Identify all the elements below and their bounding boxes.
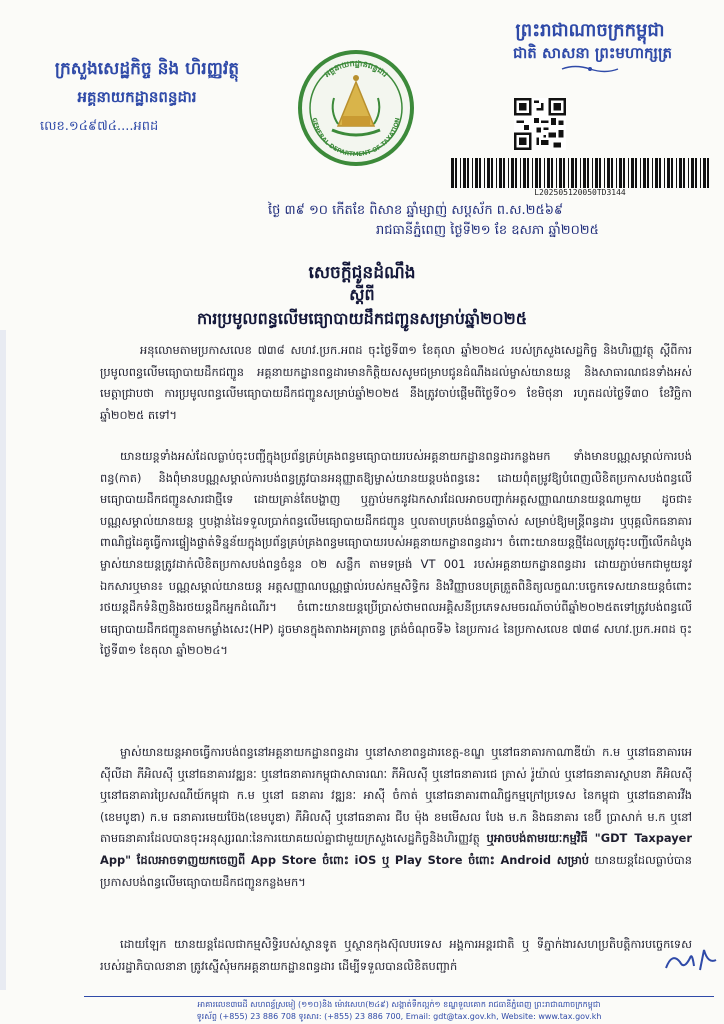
logo-text-top: អគ្គនាយកដ្ឋានពន្ធដារ xyxy=(322,58,390,79)
solar-date: រាជធានីភ្នំពេញ ថ្ងៃទី២១ ខែ ឧសភា ឆ្នាំ២០២៥ xyxy=(376,223,599,238)
paragraph-4: ដោយឡែក យានយន្តដែលជាកម្មសិទ្ធិរបស់ស្ថានទូត ឬស្ថានកុងស៊ុលបរទេស អង្គការអន្តរជាតិ ឬ ទីភ្នាក់ងារសហប្រតិបត្តិការបច្ចេកទេសរបស់រដ្ឋាភិបាលនានា ត្រូវស្នើសុំមកអគ្គនាយកដ្ឋានពន្ធដារ ដើម្បីទទួលបានលិខិតបញ្ជាក់ xyxy=(100,937,692,973)
paragraph-3-end: យានយន្តដែលធ្លាប់បានប្រកាសបង់ពន្ធលើមធ្យោបាយដឹកជញ្ជូនកន្លងមក។ xyxy=(100,852,693,889)
logo-text-bottom: GENERAL DEPARTMENT OF TAXATION xyxy=(310,117,402,159)
paragraph-3-app-line: ឬអាចបង់តាមរយៈកម្មវិធី "GDT Taxpayer App" ដែលអាចទាញយកចេញពី App Store ចំពោះ iOS ឬ Play Store ចំពោះ Android សម្រាប់ xyxy=(100,831,693,867)
footer-divider xyxy=(84,996,714,997)
subject-label: ស្តីពី xyxy=(349,285,375,304)
kingdom-title: ព្រះរាជាណាចក្រកម្ពុជា xyxy=(515,20,665,41)
left-margin-strip xyxy=(0,330,6,990)
barcode-number: L202505120050TD3144 xyxy=(534,188,626,197)
reference-number: លេខ.១៤៩៧៤....អពដ xyxy=(40,119,159,134)
paragraph-3 xyxy=(100,742,692,893)
national-motto: ជាតិ សាសនា ព្រះមហាក្សត្រ xyxy=(513,44,672,62)
qr-code-icon xyxy=(514,98,566,150)
ministry-name: ក្រសួងសេដ្ឋកិច្ច និង ហិរញ្ញវត្ថុ xyxy=(54,59,240,79)
ornament-divider-icon xyxy=(560,64,620,74)
paragraph-1: អនុលោមតាមប្រកាសលេខ ៧៣៨ សហវ.ប្រក.អពដ ចុះថ្ងៃទី៣១ ខែតុលា ឆ្នាំ២០២៤ របស់ក្រសួងសេដ្ឋកិច្ច និងហិរញ្ញវត្ថុ ស្តីពីការប្រមូលពន្ធលើមធ្យោបាយដឹកជញ្ជូន អគ្គនាយកដ្ឋានពន្ធដារមានកិត្តិយសសូមជម្រាបជូនដំណឹងដល់ម្ចាស់យានយន្ត និងសាធារណជនទាំងអស់មេត្តាជ្រាបថា ការប្រមូលពន្ធលើមធ្យោបាយដឹកជញ្ជូនសម្រាប់ឆ្នាំ២០២៥ នឹងត្រូវចាប់ផ្តើមពីថ្ងៃទី០១ ខែមិថុនា រហូតដល់ថ្ងៃទី៣០ ខែវិច្ឆិកា ឆ្នាំ២០២៥ តទៅ។ xyxy=(100,343,692,422)
subject-title: ការប្រមូលពន្ធលើមធ្យោបាយដឹកជញ្ជូនសម្រាប់ឆ្នាំ២០២៥ xyxy=(196,309,528,328)
footer-contact: ទូរស័ព្ទ (+855) 23 886 708 ទូរសារ: (+855) 23 886 700, Email: gdt@tax.gov.kh, Website: www.tax.gov.kh xyxy=(196,1012,602,1021)
lunar-date: ថ្ងៃ ៣៩ ១០ កើតខែ ពិសាខ ឆ្នាំម្សាញ់ សប្តស័ក ព.ស.២៥៦៩ xyxy=(268,203,564,218)
gdt-seal-logo xyxy=(296,48,416,168)
footer-address: អាគារលេខ៣រេដី សហពន្ធ័ស្រមៀ (១១០)និង ម៉ោវសេហ(២៤៩) សង្កាត់ទឹកល្អក់១ ខណ្ឌទួលគោក រាជធានីភ្នំពេញ ព្រះរាជាណាចក្រកម្ពុជា xyxy=(197,1000,601,1009)
paragraph-2: យានយន្តទាំងអស់ដែលធ្លាប់ចុះបញ្ជីក្នុងប្រព័ន្ធគ្រប់គ្រងពន្ធមធ្យោបាយរបស់អគ្គនាយកដ្ឋានពន្ធដារកន្លងមក ទាំងមានបណ្ណសម្គាល់ការបង់ពន្ធ(កាត) និងពុំមានបណ្ណសម្គាល់ការបង់ពន្ធត្រូវបានអនុញ្ញាតឱ្យម្ចាស់យានយន្តបង់ពន្ធនេះ ដោយពុំតម្រូវឱ្យបំពេញលិខិតប្រកាសបង់ពន្ធលើមធ្យោបាយដឹកជញ្ជូនសារជាថ្មីទេ ដោយគ្រាន់តែបង្ហាញ ឬភ្ជាប់មកនូវឯកសារដែលអាចបញ្ជាក់អត្តសញ្ញាណយានយន្តណាមួយ ដូចជា៖ បណ្ណសម្គាល់យានយន្ត ឬបង្កាន់ដៃទទួលប្រាក់ពន្ធលើមធ្យោបាយដឹកជញ្ជូន ឬលតាបត្របង់ពន្ធឆ្នាំចាស់ សម្រាប់ឱ្យមន្ត្រីពន្ធដារ ឬបុគ្គលិកធនាគារពាណិជ្ជដៃគូធ្វើការផ្ទៀងផ្ទាត់ទិន្នន័យក្នុងប្រព័ន្ធគ្រប់គ្រងពន្ធមធ្យោបាយរបស់អគ្គនាយកដ្ឋានពន្ធដារ។ ចំពោះយានយន្តថ្មីដែលត្រូវចុះបញ្ជីលើកដំបូង ម្ចាស់យានយន្តត្រូវដាក់លិខិតប្រកាសបង់ពន្ធចំនួន ០២ សន្លឹក តាមទម្រង់ VT 001 របស់អគ្គនាយកដ្ឋានពន្ធដារ ដោយភ្ជាប់មកជាមួយនូវឯកសារឬមាន៖ បណ្ណសម្គាល់យានយន្ត អត្តសញ្ញាណបណ្ណផ្ទាល់របស់កម្មសិទ្ធិករ និងវិញ្ញាបនបត្រត្រួតពិនិត្យលក្ខណៈបច្ចេកទេសយានយន្តចំពោះរថយន្តដឹកទំនិញនិងរថយន្តដឹកអ្នកដំណើរ។ ចំពោះយានយន្តប្រើប្រាស់ថាមពលអគ្គិសនីប្រភេទសមចរណ៍ចាប់ពីឆ្នាំ២០២៥តទៅត្រូវបង់ពន្ធលើមធ្យោបាយដឹកជញ្ជូនតាមកម្លាំងសេះ(HP) ដូចមានក្នុងតារាងអត្រាពន្ធ ត្រង់ចំណុចទី៦ នៃប្រការ៤ នៃប្រកាសលេខ ៧៣៨ សហវ.ប្រក.អពដ ចុះថ្ងៃទី៣១ ខែតុលា ឆ្នាំ២០២៤។ xyxy=(100,449,692,658)
signature-icon xyxy=(662,940,720,980)
document-title: សេចក្តីជូនដំណឹង xyxy=(308,263,416,283)
barcode-icon xyxy=(449,158,714,188)
department-name: អគ្គនាយកដ្ឋានពន្ធដារ xyxy=(77,88,197,106)
paragraph-3-main: ម្ចាស់យានយន្តអាចធ្វើការបង់ពន្ធនៅអគ្គនាយកដ្ឋានពន្ធដារ ឬនៅសាខាពន្ធដារខេត្ត-ខណ្ឌ ឬនៅធនាគារកាណាឌីយ៉ា ក.ម ឬនៅធនាគារអេស៊ីលីដា ភីអិលស៊ី ឬនៅធនាគារវឌ្ឍនៈ ឬនៅធនាគារកម្ពុជាសាធារណៈ ភីអិលស៊ី ឬនៅធនាគារជេ ត្រាស់ រ៉ូយ៉ាល់ ឬនៅធនាគារស្ថាបនា ភីអិលស៊ី ឬនៅធនាគារប្រៃសណីយ៍កម្ពុជា ក.ម ឬនៅ ធនាគារ វឌ្ឍនៈ អាស៊ី ចំកាត់ ឬនៅធនាគារពាណិជ្ជកម្មក្រៅប្រទេស នៃកម្ពុជា ឬនៅធនាគារវីង (ខេមបូឌា) ក.ម ធនាគារមេយប៊ែង(ខេមបូឌា) ភីអិលស៊ី ឬនៅធនាគារ ជីប ម៉ុង ខមមើសល បែង ម.ក និងធនាគារ ខេប៊ី ប្រាសាក់ ម.ក ឬនៅតាមធនាគារដែលបានចុះអនុស្សរណៈនៃការយោគយល់គ្នាជាមួយក្រសួងសេដ្ឋកិច្ចនិងហិរញ្ញវត្ថុ xyxy=(100,745,692,846)
